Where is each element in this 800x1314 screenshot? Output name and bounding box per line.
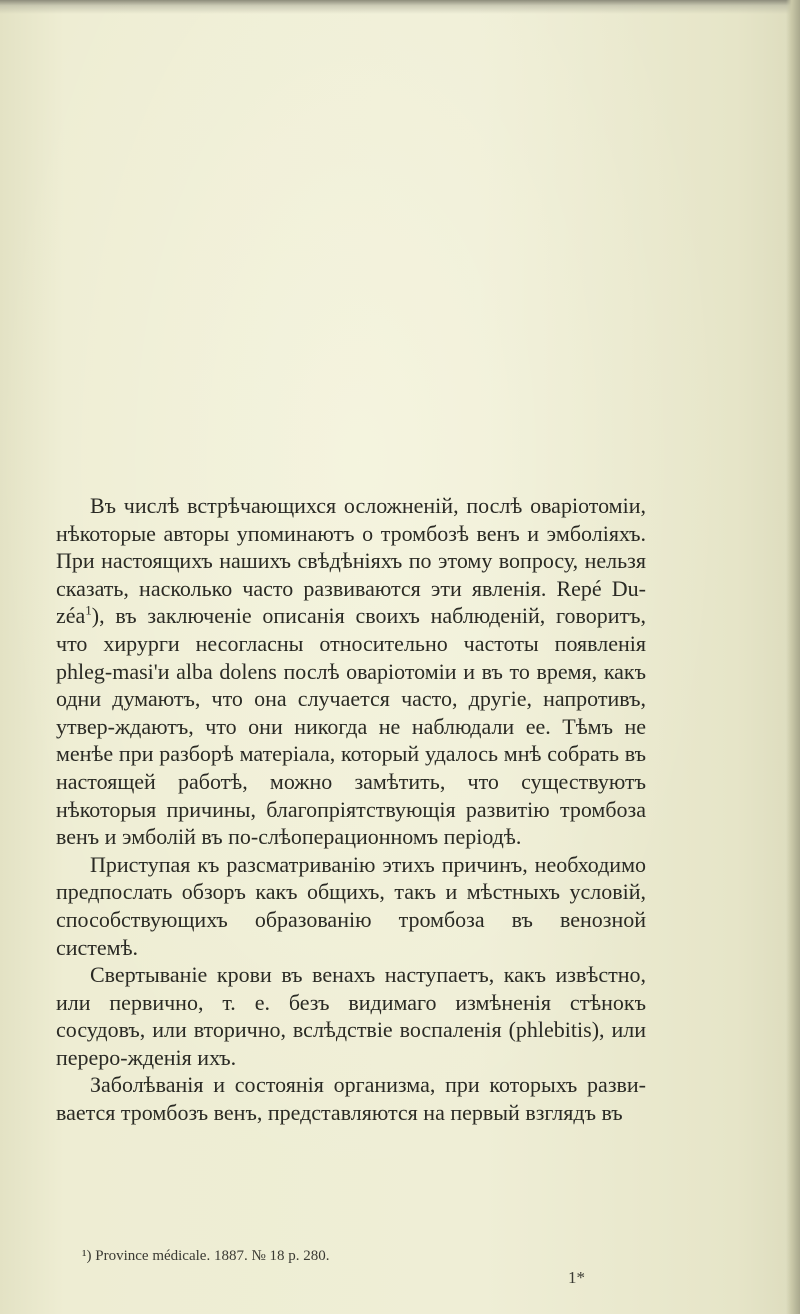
paragraph-1-part-1: Въ числѣ встрѣчающихся осложненій, послѣ оваріотоміи, нѣкоторые авторы упоминаютъ о тромбозѣ венъ и эмболіяхъ. При настоящихъ нашихъ свѣдѣніяхъ по этому вопросу, нельзя сказать, насколько часто развиваются эти явленія. Repé Du-zéa xyxy=(56,493,646,629)
paragraph-1 xyxy=(56,492,646,851)
footnote: ¹) Province médicale. 1887. № 18 p. 280. xyxy=(82,1248,330,1264)
paragraph-3: Свертываніе крови въ венахъ наступаетъ, какъ извѣстно, или первично, т. е. безъ видимаго измѣненія стѣнокъ сосудовъ, или вторично, вслѣдствіе воспаленія (phlebitis), или переро-жденія ихъ. xyxy=(56,962,646,1070)
page-number: 1* xyxy=(568,1268,585,1287)
paragraph-1-part-2: ), въ заключеніе описанія своихъ наблюденій, говоритъ, что хирурги несогласны относительно частоты появленія phleg-masi'и alba dolens послѣ оваріотоміи и въ то время, какъ одни думаютъ, что она случается часто, другіе, напротивъ, утвер-ждаютъ, что они никогда не наблюдали ее. Тѣмъ не менѣе при разборѣ матеріала, который удалось мнѣ собрать въ настоящей работѣ, можно замѣтить, что существуютъ нѣкоторыя причины, благопріятствующія развитію тромбоза венъ и эмболій въ по-слѣоперационномъ періодѣ. xyxy=(56,603,646,850)
scan-top-shadow xyxy=(0,0,800,14)
main-text xyxy=(56,492,646,1127)
paragraph-2: Приступая къ разсматриванію этихъ причинъ, необходимо предпослать обзоръ какъ общихъ, такъ и мѣстныхъ условій, способствующихъ образованію тромбоза въ венозной системѣ. xyxy=(56,851,646,960)
paragraph-4: Заболѣванія и состоянія организма, при которыхъ разви-вается тромбозъ венъ, представляются на первый взглядъ въ xyxy=(56,1072,646,1126)
footnote-marker: 1 xyxy=(85,603,92,619)
page-binding-edge xyxy=(786,0,800,1314)
